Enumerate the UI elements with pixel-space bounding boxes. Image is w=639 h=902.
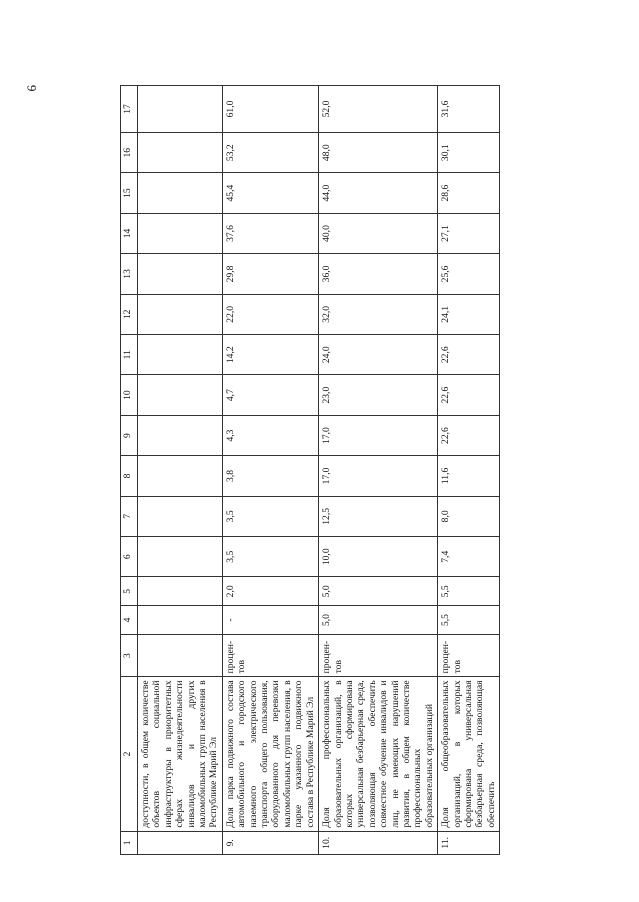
value-cell: 5,5 <box>438 606 500 635</box>
column-header: 3 <box>121 634 138 677</box>
value-cell: 27,1 <box>438 213 500 253</box>
value-cell: 22,6 <box>438 335 500 375</box>
value-cell <box>138 254 223 294</box>
value-cell: 40,0 <box>319 213 438 253</box>
row-number: 10. <box>319 831 438 854</box>
column-header: 14 <box>121 213 138 253</box>
value-cell <box>138 335 223 375</box>
value-cell: 3,5 <box>222 537 318 577</box>
value-cell: 3,5 <box>222 496 318 536</box>
unit-cell: процен-тов <box>319 634 438 677</box>
value-cell: 30,1 <box>438 132 500 172</box>
value-cell: 4,7 <box>222 375 318 415</box>
value-cell <box>138 456 223 496</box>
indicator-description: Доля общеобразовательных организаций, в которых сформирована универсальная безбарьерная среда, позволяющая обеспечить <box>438 677 500 831</box>
column-header: 17 <box>121 86 138 133</box>
value-cell: 17,0 <box>319 415 438 455</box>
value-cell: 22,0 <box>222 294 318 334</box>
row-number: 9. <box>222 831 318 854</box>
value-cell: 5,0 <box>319 606 438 635</box>
value-cell: 45,4 <box>222 173 318 213</box>
value-cell: 14,2 <box>222 335 318 375</box>
value-cell: 2,0 <box>222 577 318 606</box>
value-cell: 3,8 <box>222 456 318 496</box>
value-cell: 24,0 <box>319 335 438 375</box>
value-cell <box>138 606 223 635</box>
column-header: 15 <box>121 173 138 213</box>
column-header: 9 <box>121 415 138 455</box>
indicator-description: доступности, в общем количестве объектов социальной инфраструктуры в приоритетных сферах жизнедеятельности инвалидов и других маломобильных групп населения в Республике Марий Эл <box>138 677 223 831</box>
column-header: 7 <box>121 496 138 536</box>
value-cell <box>138 577 223 606</box>
row-number <box>138 831 223 854</box>
value-cell: 29,8 <box>222 254 318 294</box>
value-cell: 22,6 <box>438 375 500 415</box>
column-header: 13 <box>121 254 138 294</box>
value-cell: 4,3 <box>222 415 318 455</box>
value-cell: 12,5 <box>319 496 438 536</box>
column-header: 5 <box>121 577 138 606</box>
table-row <box>222 86 318 855</box>
indicator-description: Доля профессиональных образовательных организаций, в которых сформирована универсальная безбарьерная среда, позволяющая обеспечить совместное обучение инвалидов и лиц, не имеющих нарушений развития, в общем количестве профессиональных образовательных организаций <box>319 677 438 831</box>
column-header: 8 <box>121 456 138 496</box>
value-cell: 36,0 <box>319 254 438 294</box>
value-cell <box>138 213 223 253</box>
value-cell: 53,2 <box>222 132 318 172</box>
value-cell: 10,0 <box>319 537 438 577</box>
value-cell: 61,0 <box>222 86 318 133</box>
header-row <box>121 86 138 855</box>
column-header: 12 <box>121 294 138 334</box>
indicator-table <box>120 85 500 855</box>
value-cell: 24,1 <box>438 294 500 334</box>
value-cell <box>138 496 223 536</box>
value-cell: 17,0 <box>319 456 438 496</box>
value-cell <box>138 86 223 133</box>
rotated-page <box>24 85 610 855</box>
value-cell: 11,6 <box>438 456 500 496</box>
value-cell: 32,0 <box>319 294 438 334</box>
value-cell: 5,5 <box>438 577 500 606</box>
column-header: 16 <box>121 132 138 172</box>
value-cell <box>138 375 223 415</box>
column-header: 11 <box>121 335 138 375</box>
value-cell: 31,6 <box>438 86 500 133</box>
value-cell <box>138 132 223 172</box>
page-number: 6 <box>24 85 39 92</box>
value-cell: 7,4 <box>438 537 500 577</box>
column-header: 6 <box>121 537 138 577</box>
value-cell: 44,0 <box>319 173 438 213</box>
unit-cell <box>138 634 223 677</box>
unit-cell: процен-тов <box>438 634 500 677</box>
value-cell: 28,6 <box>438 173 500 213</box>
row-number: 11. <box>438 831 500 854</box>
value-cell: 22,6 <box>438 415 500 455</box>
value-cell: 23,0 <box>319 375 438 415</box>
table-row <box>438 86 500 855</box>
unit-cell: процен-тов <box>222 634 318 677</box>
value-cell: - <box>222 606 318 635</box>
value-cell <box>138 537 223 577</box>
table-row <box>319 86 438 855</box>
column-header: 2 <box>121 677 138 831</box>
value-cell: 48,0 <box>319 132 438 172</box>
value-cell: 37,6 <box>222 213 318 253</box>
column-header: 10 <box>121 375 138 415</box>
value-cell <box>138 415 223 455</box>
value-cell <box>138 173 223 213</box>
column-header: 4 <box>121 606 138 635</box>
value-cell: 5,0 <box>319 577 438 606</box>
column-header: 1 <box>121 831 138 854</box>
value-cell <box>138 294 223 334</box>
indicator-description: Доля парка подвижного состава автомобильного и городского наземного электрического транспорта общего пользования, оборудованного для перевозки маломобильных групп населения, в парке указанного подвижного состава в Республике Марий Эл <box>222 677 318 831</box>
value-cell: 8,0 <box>438 496 500 536</box>
table-row <box>138 86 223 855</box>
value-cell: 52,0 <box>319 86 438 133</box>
table-body <box>138 86 500 855</box>
value-cell: 25,6 <box>438 254 500 294</box>
